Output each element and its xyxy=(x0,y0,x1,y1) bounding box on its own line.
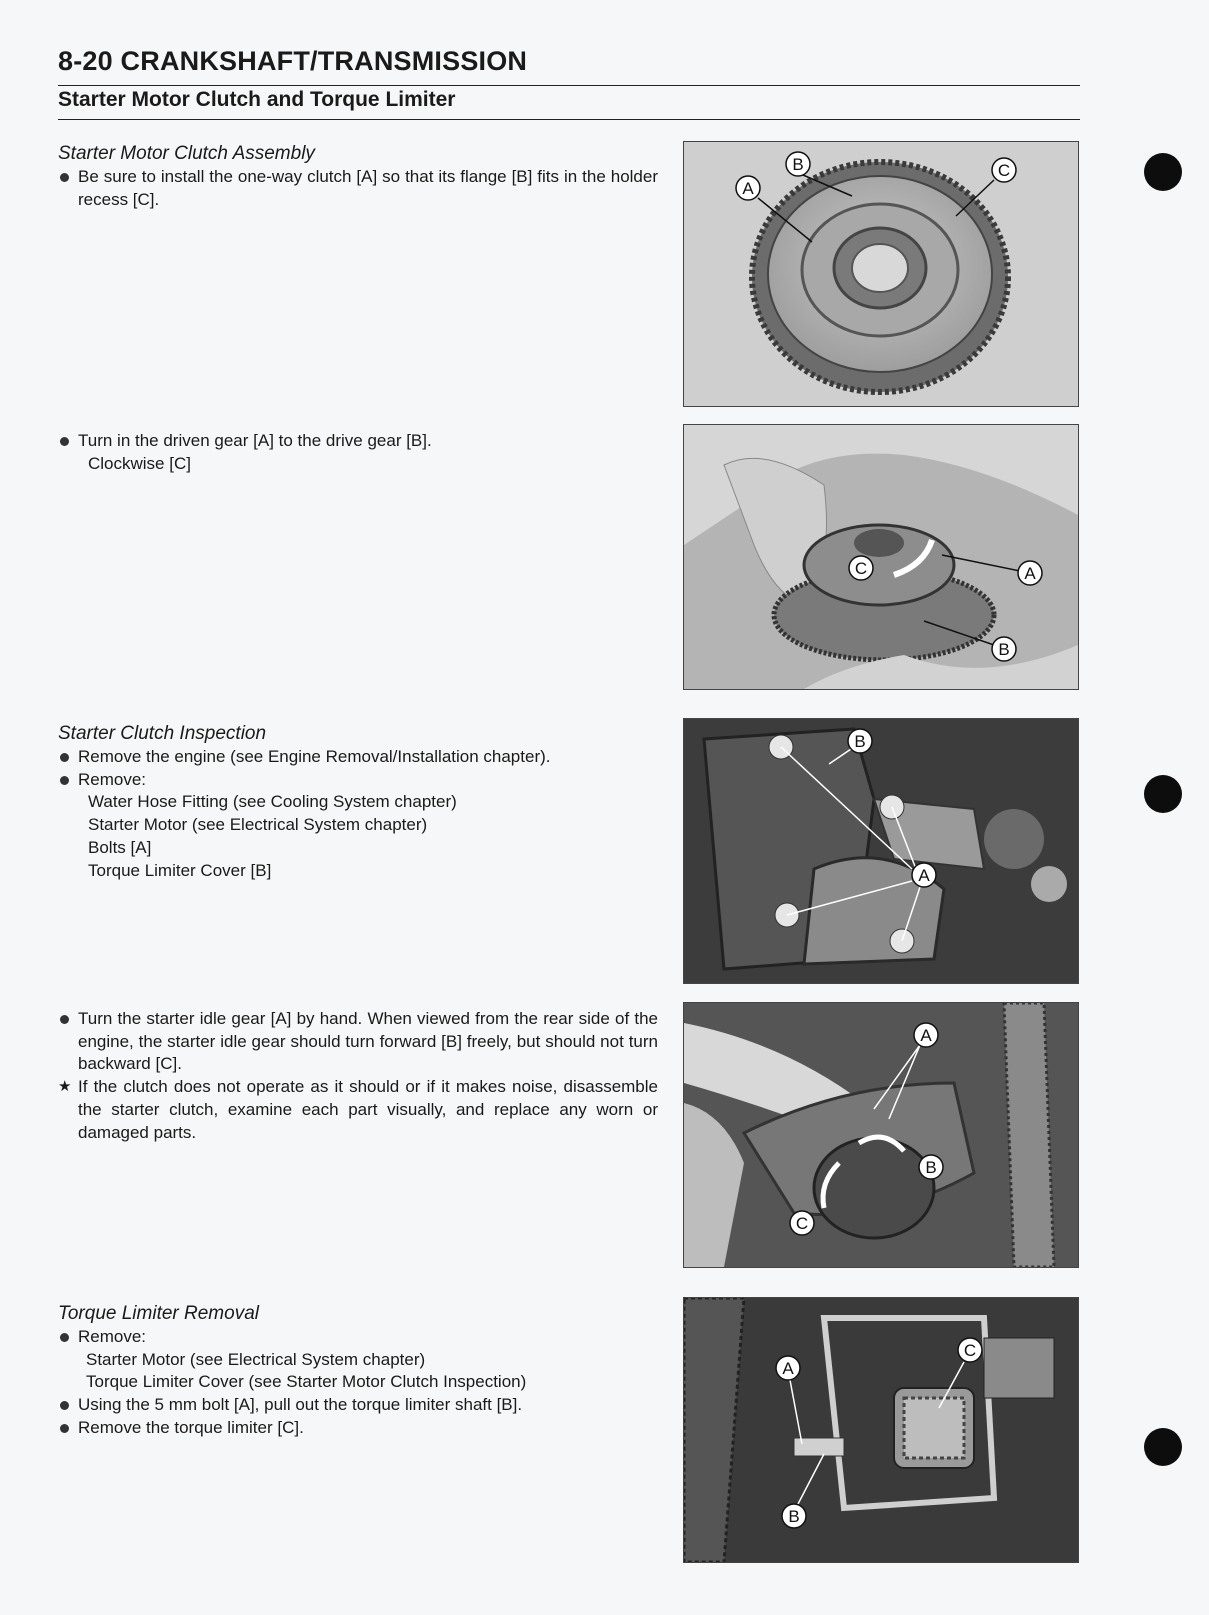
instruction-bullet: Remove the engine (see Engine Removal/Installation chapter). xyxy=(58,746,658,769)
sub-item: Bolts [A] xyxy=(88,837,152,857)
photo-torque-limiter-removal xyxy=(683,1297,1079,1563)
section-idle-gear xyxy=(58,1008,658,1144)
instruction-bullet: Turn the starter idle gear [A] by hand. When viewed from the rear side of the engine, the starter idle gear should turn forward [B] freely, but should not turn backward [C]. xyxy=(58,1008,658,1076)
callout-label-b: B xyxy=(792,155,804,174)
header-rule xyxy=(58,85,1080,86)
star-note: ★ If the clutch does not operate as it should or if it makes noise, disassemble the starter clutch, examine each part visually, and replace any worn or damaged parts. xyxy=(58,1076,658,1144)
callout-label-b: B xyxy=(925,1158,937,1177)
photo-starter-idle-gear-rotation xyxy=(683,1002,1079,1268)
section-heading: Starter Clutch Inspection xyxy=(58,723,267,744)
callout-label-b: B xyxy=(998,640,1010,659)
section-rule xyxy=(58,119,1080,120)
chapter-title: 8-20 CRANKSHAFT/TRANSMISSION xyxy=(58,46,528,76)
section-heading: Torque Limiter Removal xyxy=(58,1303,259,1324)
section-torque-limiter-removal xyxy=(58,1302,658,1440)
instruction-bullet: Turn in the driven gear [A] to the drive gear [B]. xyxy=(58,430,658,453)
section-clutch-assembly xyxy=(58,142,658,211)
sub-item: Starter Motor (see Electrical System chapter) xyxy=(86,1349,426,1369)
sub-item: Water Hose Fitting (see Cooling System chapter) xyxy=(88,792,457,812)
instruction-bullet: Remove: xyxy=(58,1326,658,1349)
callout-label-a: A xyxy=(1024,564,1036,583)
sub-item: Torque Limiter Cover [B] xyxy=(88,860,272,880)
callout-label-a: A xyxy=(918,866,930,885)
binder-hole-top xyxy=(1144,153,1182,191)
photo-driven-gear-installation xyxy=(683,424,1079,690)
section-clutch-inspection xyxy=(58,722,658,882)
sub-item: Starter Motor (see Electrical System chapter) xyxy=(88,815,428,835)
binder-hole-bottom xyxy=(1144,1428,1182,1466)
callout-label-c: C xyxy=(795,1214,809,1233)
callout-label-b: B xyxy=(788,1507,800,1526)
section-heading: Starter Motor Clutch Assembly xyxy=(58,143,315,164)
callout-label-c: C xyxy=(963,1341,977,1360)
callout-label-c: C xyxy=(997,161,1011,180)
photo-torque-limiter-cover-bolts xyxy=(683,718,1079,984)
instruction-bullet: Remove: xyxy=(58,769,658,792)
binder-hole-middle xyxy=(1144,775,1182,813)
instruction-bullet: Be sure to install the one-way clutch [A] so that its flange [B] fits in the holder recess [C]. xyxy=(58,166,658,211)
callout-label-a: A xyxy=(742,179,754,198)
instruction-bullet: Remove the torque limiter [C]. xyxy=(58,1417,658,1440)
callout-label-a: A xyxy=(920,1026,932,1045)
instruction-bullet: Using the 5 mm bolt [A], pull out the torque limiter shaft [B]. xyxy=(58,1394,658,1417)
sub-item: Torque Limiter Cover (see Starter Motor Clutch Inspection) xyxy=(86,1372,527,1392)
photo-starter-clutch-assembly xyxy=(683,141,1079,407)
sub-item: Clockwise [C] xyxy=(88,453,191,473)
section-title: Starter Motor Clutch and Torque Limiter xyxy=(58,88,456,111)
callout-label-b: B xyxy=(854,732,866,751)
callout-label-a: A xyxy=(782,1359,794,1378)
section-driven-gear xyxy=(58,430,658,475)
callout-label-c: C xyxy=(854,559,868,578)
